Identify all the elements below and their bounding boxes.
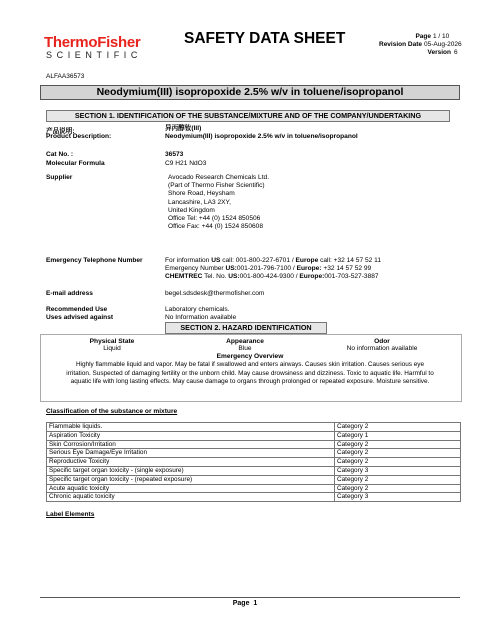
- recommended-use-value: Laboratory chemicals.: [165, 306, 230, 313]
- supplier-line: Lancashire, LA3 2XY,: [168, 198, 231, 206]
- footer-divider: [40, 597, 460, 598]
- table-row: [47, 431, 461, 440]
- physical-state-label: Physical State: [89, 338, 135, 345]
- physical-state-value: Liquid: [103, 345, 121, 352]
- uses-advised-against-value: No Information available: [165, 314, 237, 321]
- table-row: [47, 475, 461, 484]
- formula-label: Molecular Formula: [46, 160, 105, 167]
- category-cell: Category 2: [335, 458, 461, 467]
- supplier-address: [168, 174, 269, 231]
- emergency-line-1: For information US call: 001-800-227-6701 / Europe call: +32 14 57 52 11: [165, 257, 381, 264]
- version-label: Version: [427, 49, 451, 56]
- thermo-fisher-logo: ThermoFisher: [44, 34, 141, 51]
- category-cell: Category 2: [335, 423, 461, 432]
- hazard-cell: Skin Corrosion/Irritation: [47, 440, 335, 449]
- supplier-line: United Kingdom: [168, 206, 215, 214]
- emergency-overview-text: [42, 361, 458, 387]
- physical-state: [52, 338, 172, 352]
- odor-value: No information available: [346, 345, 418, 352]
- supplier-line: Shore Road, Heysham: [168, 190, 235, 198]
- category-cell: Category 2: [335, 440, 461, 449]
- cat-no-value: 36573: [165, 151, 184, 158]
- appearance-value: Blue: [238, 345, 252, 352]
- revision-label: Revision Date: [379, 41, 422, 48]
- hazard-cell: Reproductive Toxicity: [47, 458, 335, 467]
- overview-line: aquatic life with long lasting effects. May cause damage to organs through prolonged or repeated exposure. Moisture sensitive.: [70, 378, 430, 386]
- supplier-line: (Part of Thermo Fisher Scientific): [168, 182, 265, 190]
- classification-table: [46, 422, 461, 502]
- hazard-cell: Specific target organ toxicity - (repeated exposure): [47, 475, 335, 484]
- page-footer: [0, 600, 490, 607]
- footer-page-number: 1: [253, 600, 258, 607]
- table-row: [47, 466, 461, 475]
- revision-date: 05-Aug-2026: [424, 41, 462, 48]
- category-cell: Category 3: [335, 466, 461, 475]
- table-row: [47, 449, 461, 458]
- section1-title: SECTION 1. IDENTIFICATION OF THE SUBSTANCE/MIXTURE AND OF THE COMPANY/UNDERTAKING: [46, 110, 450, 122]
- hazard-cell: Aspiration Toxicity: [47, 431, 335, 440]
- hazard-cell: Acute aquatic toxicity: [47, 484, 335, 493]
- classification-title: Classification of the substance or mixture: [46, 408, 178, 415]
- emergency-line-3: CHEMTREC Tel. No. US:001-800-424-9300 / Europe:001-703-527-3887: [165, 273, 379, 281]
- version-number: 6: [454, 49, 458, 56]
- document-title: SAFETY DATA SHEET: [184, 30, 346, 47]
- recommended-use-label: Recommended Use: [46, 306, 108, 313]
- overview-line: irritation. Suspected of damaging fertility or the unborn child. May cause drowsiness and dizziness. Toxic to aquatic life. Harmful to: [66, 369, 434, 377]
- supplier-label: Supplier: [46, 174, 73, 181]
- table-row: [47, 493, 461, 502]
- product-desc-label-cn: 产品说明:: [46, 128, 75, 135]
- emergency-phone-values: [165, 257, 381, 282]
- emergency-phone-label: Emergency Telephone Number: [46, 257, 143, 264]
- product-desc-value-cn: 异丙醇钕(III): [165, 125, 202, 132]
- product-code: ALFAA36573: [46, 73, 85, 80]
- uses-advised-against-label: Uses advised against: [46, 314, 114, 321]
- supplier-line: Office Tel: +44 (0) 1524 850506: [168, 215, 261, 223]
- appearance: [185, 338, 305, 352]
- category-cell: Category 2: [335, 475, 461, 484]
- hazard-cell: Chronic aquatic toxicity: [47, 493, 335, 502]
- overview-line: Highly flammable liquid and vapor. May be fatal if swallowed and enters airways. Causes skin irritation. Causes serious eye: [75, 361, 425, 368]
- emergency-overview-title: Emergency Overview: [216, 353, 284, 360]
- table-row: [47, 423, 461, 432]
- product-desc-label: Product Description:: [46, 133, 112, 140]
- formula-value: C9 H21 NdO3: [165, 160, 207, 167]
- odor-label: Odor: [374, 338, 390, 345]
- logo-subtitle: SCIENTIFIC: [46, 50, 143, 60]
- table-row: [47, 484, 461, 493]
- cat-no-label: Cat No. :: [46, 151, 74, 158]
- email-label: E-mail address: [46, 290, 93, 297]
- email-value[interactable]: begel.sdsdesk@thermofisher.com: [165, 290, 265, 297]
- appearance-label: Appearance: [226, 338, 264, 345]
- emergency-line-2: Emergency Number US:001-201-796-7100 / Europe: +32 14 57 52 99: [165, 265, 372, 273]
- hazard-cell: Flammable liquids.: [47, 423, 335, 432]
- label-elements-title: Label Elements: [46, 511, 95, 518]
- hazard-cell: Specific target organ toxicity - (single exposure): [47, 466, 335, 475]
- table-row: [47, 458, 461, 467]
- hazard-cell: Serious Eye Damage/Eye Irritation: [47, 449, 335, 458]
- section2-title: SECTION 2. HAZARD IDENTIFICATION: [165, 322, 327, 334]
- category-cell: Category 2: [335, 484, 461, 493]
- supplier-line: Avocado Research Chemicals Ltd.: [168, 174, 270, 181]
- product-name-banner: Neodymium(III) isopropoxide 2.5% w/v in toluene/isopropanol: [40, 85, 460, 100]
- table-row: [47, 440, 461, 449]
- page-count: 1 / 10: [433, 33, 450, 40]
- page-label: Page: [415, 33, 431, 40]
- category-cell: Category 2: [335, 449, 461, 458]
- footer-page-label: Page: [232, 600, 250, 607]
- product-desc-value: Neodymium(III) isopropoxide 2.5% w/v in toluene/isopropanol: [165, 133, 358, 140]
- category-cell: Category 3: [335, 493, 461, 502]
- odor: [322, 338, 442, 352]
- supplier-line: Office Fax: +44 (0) 1524 850608: [168, 223, 264, 231]
- category-cell: Category 1: [335, 431, 461, 440]
